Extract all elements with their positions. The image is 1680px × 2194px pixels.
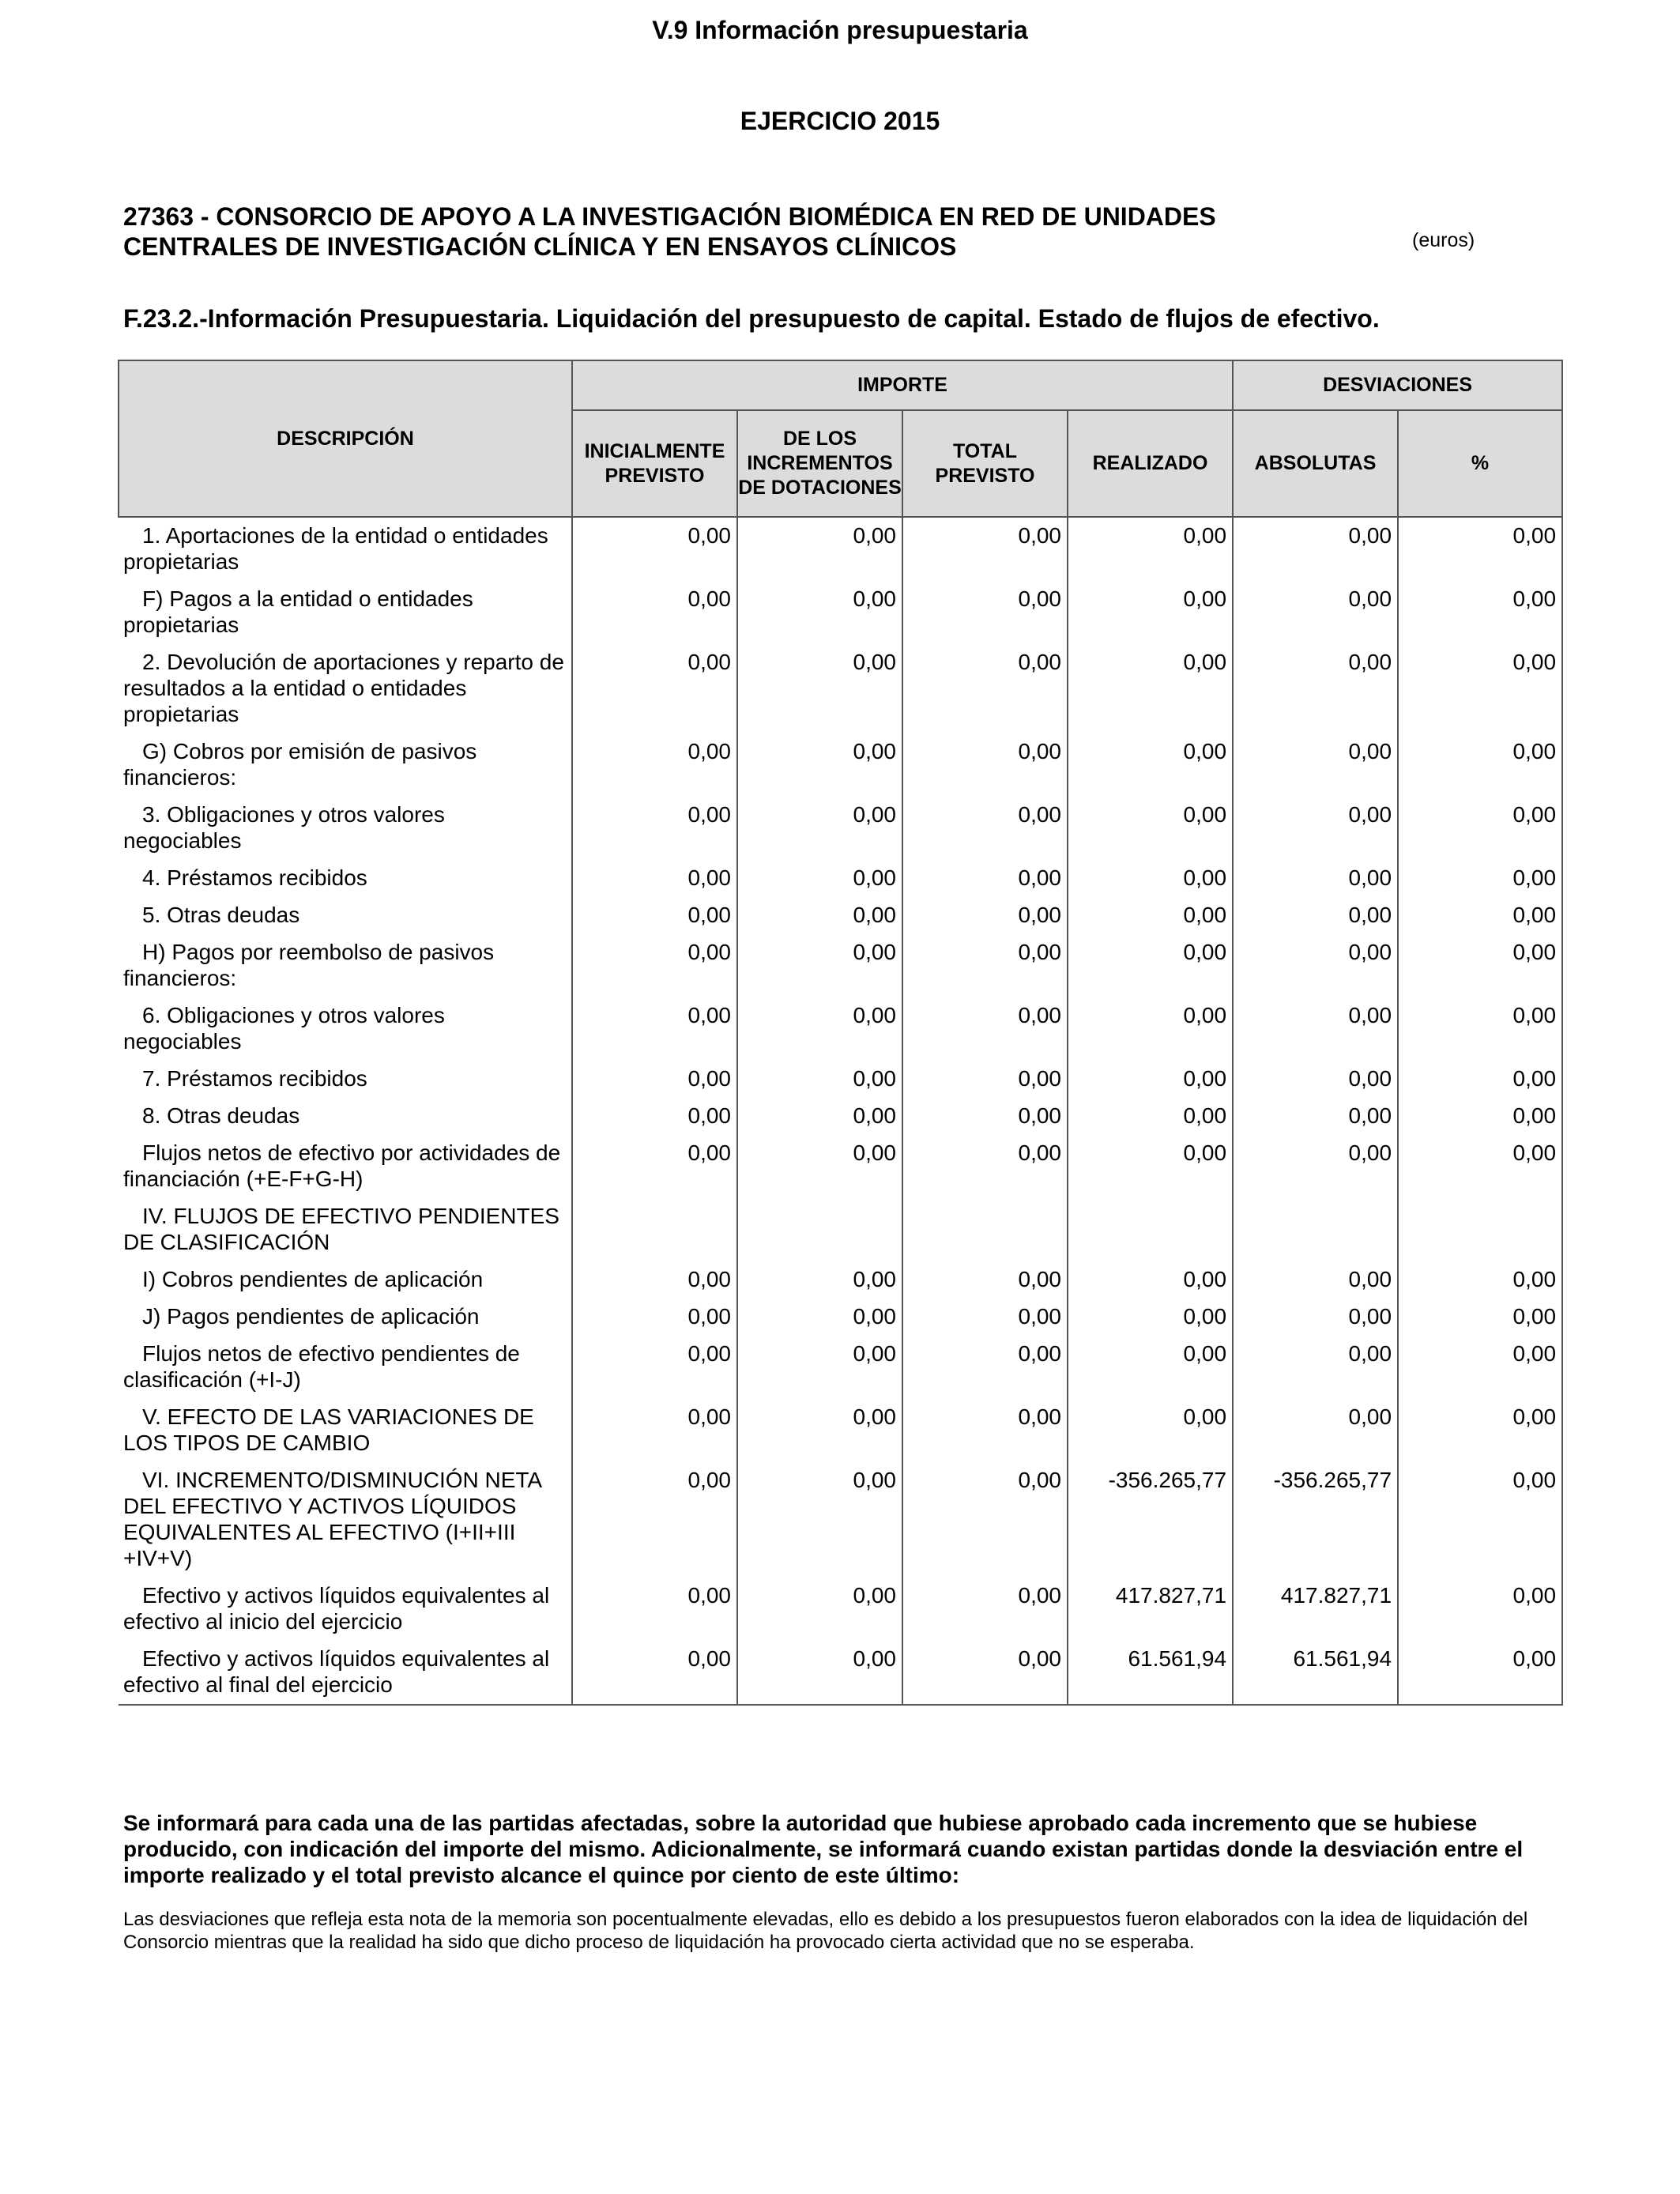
row-value: 0,00 <box>902 860 1068 897</box>
row-value <box>1233 1198 1398 1261</box>
row-value: 0,00 <box>572 1578 737 1641</box>
row-value <box>572 1198 737 1261</box>
row-value: 0,00 <box>1068 1135 1233 1198</box>
table-row <box>119 581 1562 644</box>
row-value: 0,00 <box>737 860 902 897</box>
row-value: 0,00 <box>902 797 1068 860</box>
row-value: 0,00 <box>902 1641 1068 1705</box>
row-value: 0,00 <box>737 517 902 581</box>
table-row <box>119 517 1562 581</box>
row-value: 0,00 <box>737 934 902 997</box>
footnote-explanation: Las desviaciones que refleja esta nota de la memoria son pocentualmente elevadas, ello es debido a los presupuestos fueron elaborados con la idea de liquidación del Consorcio mientras que la realidad ha sido que dicho proceso de liquidación ha provocado cierta actividad que no se esperaba. <box>123 1909 1528 1953</box>
header-realizado: REALIZADO <box>1068 410 1233 517</box>
row-value: 0,00 <box>1398 733 1562 797</box>
row-value: 0,00 <box>1398 1399 1562 1462</box>
row-value: 0,00 <box>737 1462 902 1578</box>
table-row <box>119 1336 1562 1399</box>
report-subtitle: F.23.2.-Información Presupuestaria. Liquidación del presupuesto de capital. Estado de flujos de efectivo. <box>123 304 1380 333</box>
row-description: H) Pagos por reembolso de pasivos financieros: <box>123 940 495 990</box>
row-value: 0,00 <box>737 644 902 733</box>
row-value: 0,00 <box>737 1336 902 1399</box>
row-value: 0,00 <box>1233 733 1398 797</box>
table-row <box>119 897 1562 934</box>
table-row <box>119 733 1562 797</box>
row-value: 0,00 <box>902 1578 1068 1641</box>
table-row <box>119 997 1562 1061</box>
row-value: 0,00 <box>1233 934 1398 997</box>
row-value: -356.265,77 <box>1233 1462 1398 1578</box>
footnote-instruction: Se informará para cada una de las partidas afectadas, sobre la autoridad que hubiese aprobado cada incremento que se hubiese producido, con indicación del importe del mismo. Adicionalmente, se informará cuando existan partidas donde la desviación entre el importe realizado y el total previsto alcance el quince por ciento de este último: <box>123 1811 1524 1887</box>
table-row <box>119 1299 1562 1336</box>
row-description: F) Pagos a la entidad o entidades propietarias <box>123 586 473 637</box>
row-value: 0,00 <box>1233 517 1398 581</box>
row-value: 0,00 <box>572 1098 737 1135</box>
row-value: 0,00 <box>572 1135 737 1198</box>
row-value: 0,00 <box>572 1261 737 1299</box>
row-description: 5. Otras deudas <box>142 903 300 927</box>
header-incrementos-dotaciones: DE LOS INCREMENTOS DE DOTACIONES <box>737 410 902 517</box>
cash-flow-table <box>118 360 1563 1706</box>
row-value: 0,00 <box>1233 997 1398 1061</box>
table-row <box>119 1399 1562 1462</box>
row-value: 0,00 <box>572 1336 737 1399</box>
entity-title-line1: 27363 - CONSORCIO DE APOYO A LA INVESTIGACIÓN BIOMÉDICA EN RED DE UNIDADES <box>123 202 1216 231</box>
row-value: 0,00 <box>1068 1098 1233 1135</box>
row-description: 7. Préstamos recibidos <box>142 1066 367 1091</box>
row-value: 0,00 <box>1068 1261 1233 1299</box>
row-description: Flujos netos de efectivo pendientes de clasificación (+I-J) <box>123 1341 520 1392</box>
row-value: 0,00 <box>1233 1299 1398 1336</box>
row-description: Flujos netos de efectivo por actividades de financiación (+E-F+G-H) <box>123 1140 561 1191</box>
table-row <box>119 1578 1562 1641</box>
row-value: 0,00 <box>1398 797 1562 860</box>
row-value: 0,00 <box>572 1641 737 1705</box>
row-value: 0,00 <box>902 1135 1068 1198</box>
row-value: 0,00 <box>1398 1578 1562 1641</box>
row-description: 6. Obligaciones y otros valores negociables <box>123 1003 445 1054</box>
table-row <box>119 860 1562 897</box>
row-value: 0,00 <box>1398 897 1562 934</box>
header-porcentaje: % <box>1398 410 1562 517</box>
row-value: 0,00 <box>1398 934 1562 997</box>
row-value: 0,00 <box>1233 1399 1398 1462</box>
header-absolutas: ABSOLUTAS <box>1233 410 1398 517</box>
header-importe: IMPORTE <box>572 360 1233 410</box>
row-value: 0,00 <box>1398 581 1562 644</box>
row-value: 0,00 <box>902 581 1068 644</box>
entity-title-line2: CENTRALES DE INVESTIGACIÓN CLÍNICA Y EN ENSAYOS CLÍNICOS <box>123 232 957 261</box>
row-value: 0,00 <box>902 1098 1068 1135</box>
table-row <box>119 1641 1562 1705</box>
header-descripcion: DESCRIPCIÓN <box>119 360 572 517</box>
row-value: 0,00 <box>1398 1061 1562 1098</box>
table-row <box>119 1098 1562 1135</box>
row-value: 0,00 <box>902 517 1068 581</box>
table-header <box>119 360 1562 517</box>
row-description: J) Pagos pendientes de aplicación <box>142 1304 480 1329</box>
row-value: 0,00 <box>737 1061 902 1098</box>
fiscal-year-title: EJERCICIO 2015 <box>740 107 940 135</box>
row-value: 0,00 <box>1398 1336 1562 1399</box>
row-value: 0,00 <box>737 1399 902 1462</box>
row-value: 0,00 <box>737 1641 902 1705</box>
table-body <box>119 517 1562 1705</box>
row-value: 0,00 <box>737 1299 902 1336</box>
row-description: V. EFECTO DE LAS VARIACIONES DE LOS TIPOS DE CAMBIO <box>123 1404 534 1455</box>
row-value: 0,00 <box>902 1399 1068 1462</box>
row-value: 0,00 <box>572 997 737 1061</box>
row-value: 0,00 <box>902 733 1068 797</box>
row-value: 0,00 <box>572 797 737 860</box>
row-value: 0,00 <box>1068 733 1233 797</box>
row-value: 61.561,94 <box>1233 1641 1398 1705</box>
row-value: 0,00 <box>1398 997 1562 1061</box>
section-title: V.9 Información presupuestaria <box>652 16 1028 44</box>
row-description: Efectivo y activos líquidos equivalentes al efectivo al inicio del ejercicio <box>123 1583 550 1634</box>
row-value: 0,00 <box>572 581 737 644</box>
row-value: 0,00 <box>737 997 902 1061</box>
row-value: 0,00 <box>902 897 1068 934</box>
row-value: 0,00 <box>1068 797 1233 860</box>
row-value: 0,00 <box>1068 1336 1233 1399</box>
row-description: 1. Aportaciones de la entidad o entidades propietarias <box>123 523 548 574</box>
header-inicialmente-previsto: INICIALMENTE PREVISTO <box>572 410 737 517</box>
row-value: 0,00 <box>902 644 1068 733</box>
row-value: 0,00 <box>572 897 737 934</box>
row-value: 0,00 <box>737 1261 902 1299</box>
row-description: 4. Préstamos recibidos <box>142 865 367 890</box>
row-value: 0,00 <box>737 1098 902 1135</box>
row-value: 0,00 <box>1398 1135 1562 1198</box>
row-value: 0,00 <box>902 1061 1068 1098</box>
row-value: 0,00 <box>1398 1641 1562 1705</box>
row-value: 0,00 <box>1398 1098 1562 1135</box>
row-value: 0,00 <box>1233 1098 1398 1135</box>
row-value: 0,00 <box>902 1299 1068 1336</box>
row-value: 0,00 <box>1068 934 1233 997</box>
row-value: 0,00 <box>572 934 737 997</box>
header-desviaciones: DESVIACIONES <box>1233 360 1562 410</box>
table-row <box>119 644 1562 733</box>
row-value: 0,00 <box>1068 581 1233 644</box>
row-value: 0,00 <box>1398 1261 1562 1299</box>
row-value: 0,00 <box>1233 897 1398 934</box>
row-value: 0,00 <box>1233 797 1398 860</box>
row-value: 0,00 <box>737 733 902 797</box>
row-description: I) Cobros pendientes de aplicación <box>142 1267 484 1291</box>
row-value <box>1068 1198 1233 1261</box>
row-value: 0,00 <box>1398 1299 1562 1336</box>
table-row <box>119 934 1562 997</box>
row-value: 0,00 <box>737 581 902 644</box>
row-value: 61.561,94 <box>1068 1641 1233 1705</box>
row-description: VI. INCREMENTO/DISMINUCIÓN NETA DEL EFECTIVO Y ACTIVOS LÍQUIDOS EQUIVALENTES AL EFECTIVO (I+II+III +IV+V) <box>123 1468 541 1570</box>
row-value: 0,00 <box>902 997 1068 1061</box>
row-description: 2. Devolución de aportaciones y reparto de resultados a la entidad o entidades propietarias <box>123 650 564 726</box>
row-value: 0,00 <box>1233 1061 1398 1098</box>
row-value: 0,00 <box>1233 860 1398 897</box>
row-description: Efectivo y activos líquidos equivalentes al efectivo al final del ejercicio <box>119 1641 572 1705</box>
row-value: 0,00 <box>1068 517 1233 581</box>
row-value: 417.827,71 <box>1068 1578 1233 1641</box>
table-row <box>119 1198 1562 1261</box>
row-value: 0,00 <box>572 860 737 897</box>
row-value: 0,00 <box>1068 860 1233 897</box>
row-value: 0,00 <box>1398 517 1562 581</box>
row-description: G) Cobros por emisión de pasivos financieros: <box>123 739 477 790</box>
row-value: 0,00 <box>1068 1399 1233 1462</box>
row-description: IV. FLUJOS DE EFECTIVO PENDIENTES DE CLASIFICACIÓN <box>123 1204 559 1254</box>
row-value: 0,00 <box>572 517 737 581</box>
row-description: 3. Obligaciones y otros valores negociables <box>123 802 445 853</box>
row-value: -356.265,77 <box>1068 1462 1233 1578</box>
row-value: 0,00 <box>1233 1336 1398 1399</box>
header-total-previsto: TOTAL PREVISTO <box>902 410 1068 517</box>
row-value: 0,00 <box>1398 860 1562 897</box>
row-value: 0,00 <box>1233 644 1398 733</box>
row-value: 0,00 <box>902 1261 1068 1299</box>
row-value: 0,00 <box>737 897 902 934</box>
row-value <box>1398 1198 1562 1261</box>
row-value: 0,00 <box>737 1135 902 1198</box>
row-value: 0,00 <box>1233 581 1398 644</box>
row-value: 0,00 <box>1068 897 1233 934</box>
table-row <box>119 797 1562 860</box>
row-value: 0,00 <box>902 1336 1068 1399</box>
table-row <box>119 1261 1562 1299</box>
row-value: 0,00 <box>902 934 1068 997</box>
row-value: 0,00 <box>572 1061 737 1098</box>
row-value: 0,00 <box>1068 1061 1233 1098</box>
row-value: 0,00 <box>1398 644 1562 733</box>
row-value <box>737 1198 902 1261</box>
row-value: 0,00 <box>1233 1261 1398 1299</box>
row-value: 0,00 <box>1068 644 1233 733</box>
row-value: 0,00 <box>1068 997 1233 1061</box>
row-value: 0,00 <box>1398 1462 1562 1578</box>
table-row <box>119 1135 1562 1198</box>
table-row <box>119 1462 1562 1578</box>
row-value: 417.827,71 <box>1233 1578 1398 1641</box>
row-value: 0,00 <box>737 1578 902 1641</box>
row-value: 0,00 <box>1233 1135 1398 1198</box>
row-value: 0,00 <box>1068 1299 1233 1336</box>
row-value <box>902 1198 1068 1261</box>
entity-title <box>123 202 1309 262</box>
row-value: 0,00 <box>572 733 737 797</box>
row-value: 0,00 <box>572 644 737 733</box>
row-description: 8. Otras deudas <box>142 1103 300 1128</box>
row-value: 0,00 <box>572 1299 737 1336</box>
row-value: 0,00 <box>572 1462 737 1578</box>
row-value: 0,00 <box>902 1462 1068 1578</box>
table-row <box>119 1061 1562 1098</box>
row-value: 0,00 <box>737 797 902 860</box>
row-value: 0,00 <box>572 1399 737 1462</box>
units-label: (euros) <box>1412 229 1475 251</box>
